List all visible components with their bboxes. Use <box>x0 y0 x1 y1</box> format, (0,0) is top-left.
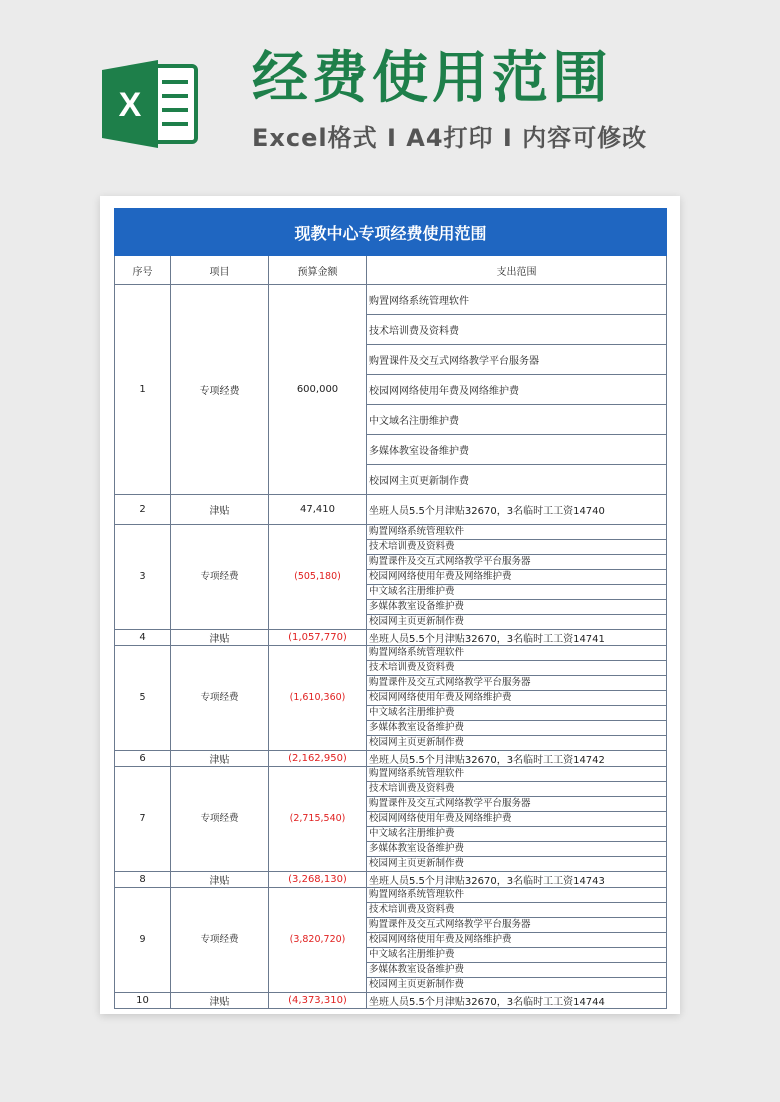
row-scope-item: 购置网络系统管理软件 <box>367 767 667 782</box>
row-no: 9 <box>115 888 171 993</box>
table-row <box>115 630 667 646</box>
row-no: 4 <box>115 630 171 646</box>
row-scope: 坐班人员5.5个月津贴32670，3名临时工工资14743 <box>367 872 667 888</box>
table-row <box>115 751 667 767</box>
col-header-no: 序号 <box>115 256 171 285</box>
row-item: 津贴 <box>171 872 269 888</box>
row-no: 10 <box>115 993 171 1009</box>
row-amount: (505,180) <box>269 525 367 630</box>
row-scope: 坐班人员5.5个月津贴32670，3名临时工工资14744 <box>367 993 667 1009</box>
row-scope-item: 中文域名注册维护费 <box>367 585 667 600</box>
row-item: 津贴 <box>171 993 269 1009</box>
row-scope-item: 多媒体教室设备维护费 <box>367 963 667 978</box>
row-item: 津贴 <box>171 751 269 767</box>
row-item: 专项经费 <box>171 525 269 630</box>
row-no: 7 <box>115 767 171 872</box>
row-no: 1 <box>115 285 171 495</box>
row-scope-item: 中文域名注册维护费 <box>367 405 667 435</box>
row-scope-item: 购置课件及交互式网络教学平台服务器 <box>367 676 667 691</box>
table-row <box>115 888 667 903</box>
row-scope-item: 技术培训费及资料费 <box>367 540 667 555</box>
row-amount: (3,820,720) <box>269 888 367 993</box>
col-header-scope: 支出范围 <box>367 256 667 285</box>
row-amount: (2,162,950) <box>269 751 367 767</box>
row-item: 津贴 <box>171 495 269 525</box>
logo-letter: X <box>118 86 142 124</box>
row-scope-item: 校园网网络使用年费及网络维护费 <box>367 570 667 585</box>
row-scope-item: 中文域名注册维护费 <box>367 706 667 721</box>
spreadsheet-sheet <box>100 196 680 1014</box>
row-scope-item: 购置课件及交互式网络教学平台服务器 <box>367 797 667 812</box>
row-amount: (2,715,540) <box>269 767 367 872</box>
row-scope-item: 校园网主页更新制作费 <box>367 615 667 630</box>
row-scope-item: 校园网网络使用年费及网络维护费 <box>367 375 667 405</box>
row-amount: 600,000 <box>269 285 367 495</box>
row-scope-item: 购置课件及交互式网络教学平台服务器 <box>367 918 667 933</box>
table-row <box>115 646 667 661</box>
banner <box>0 0 780 200</box>
row-scope-item: 技术培训费及资料费 <box>367 661 667 676</box>
row-scope-item: 校园网主页更新制作费 <box>367 465 667 495</box>
table-title: 现教中心专项经费使用范围 <box>115 209 667 256</box>
row-scope-item: 技术培训费及资料费 <box>367 315 667 345</box>
row-scope: 坐班人员5.5个月津贴32670，3名临时工工资14741 <box>367 630 667 646</box>
row-item: 专项经费 <box>171 767 269 872</box>
row-amount: (4,373,310) <box>269 993 367 1009</box>
row-scope-item: 校园网主页更新制作费 <box>367 978 667 993</box>
row-scope-item: 技术培训费及资料费 <box>367 903 667 918</box>
row-no: 3 <box>115 525 171 630</box>
table-row <box>115 872 667 888</box>
row-item: 专项经费 <box>171 285 269 495</box>
row-scope-item: 购置课件及交互式网络教学平台服务器 <box>367 555 667 570</box>
row-scope-item: 多媒体教室设备维护费 <box>367 721 667 736</box>
row-no: 2 <box>115 495 171 525</box>
row-scope-item: 多媒体教室设备维护费 <box>367 435 667 465</box>
row-amount: (1,057,770) <box>269 630 367 646</box>
table-row <box>115 767 667 782</box>
table-row <box>115 525 667 540</box>
table-row <box>115 285 667 315</box>
row-item: 专项经费 <box>171 888 269 993</box>
row-scope-item: 中文域名注册维护费 <box>367 827 667 842</box>
row-scope-item: 校园网主页更新制作费 <box>367 736 667 751</box>
row-scope-item: 技术培训费及资料费 <box>367 782 667 797</box>
row-scope-item: 校园网主页更新制作费 <box>367 857 667 872</box>
col-header-item: 项目 <box>171 256 269 285</box>
row-scope-item: 多媒体教室设备维护费 <box>367 600 667 615</box>
row-scope-item: 购置课件及交互式网络教学平台服务器 <box>367 345 667 375</box>
excel-logo-icon <box>100 58 200 150</box>
row-scope: 坐班人员5.5个月津贴32670，3名临时工工资14742 <box>367 751 667 767</box>
table-row <box>115 495 667 525</box>
col-header-amount: 预算金额 <box>269 256 367 285</box>
page-title: 经费使用范围 <box>252 46 612 111</box>
row-item: 专项经费 <box>171 646 269 751</box>
row-scope-item: 购置网络系统管理软件 <box>367 888 667 903</box>
page-subtitle: Excel格式 I A4打印 I 内容可修改 <box>252 124 648 152</box>
row-scope-item: 购置网络系统管理软件 <box>367 285 667 315</box>
row-scope-item: 校园网网络使用年费及网络维护费 <box>367 691 667 706</box>
row-scope: 坐班人员5.5个月津贴32670，3名临时工工资14740 <box>367 495 667 525</box>
row-no: 8 <box>115 872 171 888</box>
row-amount: (3,268,130) <box>269 872 367 888</box>
budget-table <box>114 208 667 1009</box>
row-scope-item: 校园网网络使用年费及网络维护费 <box>367 933 667 948</box>
row-no: 6 <box>115 751 171 767</box>
table-header-row <box>115 256 667 285</box>
row-item: 津贴 <box>171 630 269 646</box>
row-amount: (1,610,360) <box>269 646 367 751</box>
table-row <box>115 993 667 1009</box>
row-scope-item: 购置网络系统管理软件 <box>367 525 667 540</box>
row-scope-item: 中文域名注册维护费 <box>367 948 667 963</box>
row-scope-item: 多媒体教室设备维护费 <box>367 842 667 857</box>
row-scope-item: 购置网络系统管理软件 <box>367 646 667 661</box>
row-amount: 47,410 <box>269 495 367 525</box>
row-no: 5 <box>115 646 171 751</box>
row-scope-item: 校园网网络使用年费及网络维护费 <box>367 812 667 827</box>
